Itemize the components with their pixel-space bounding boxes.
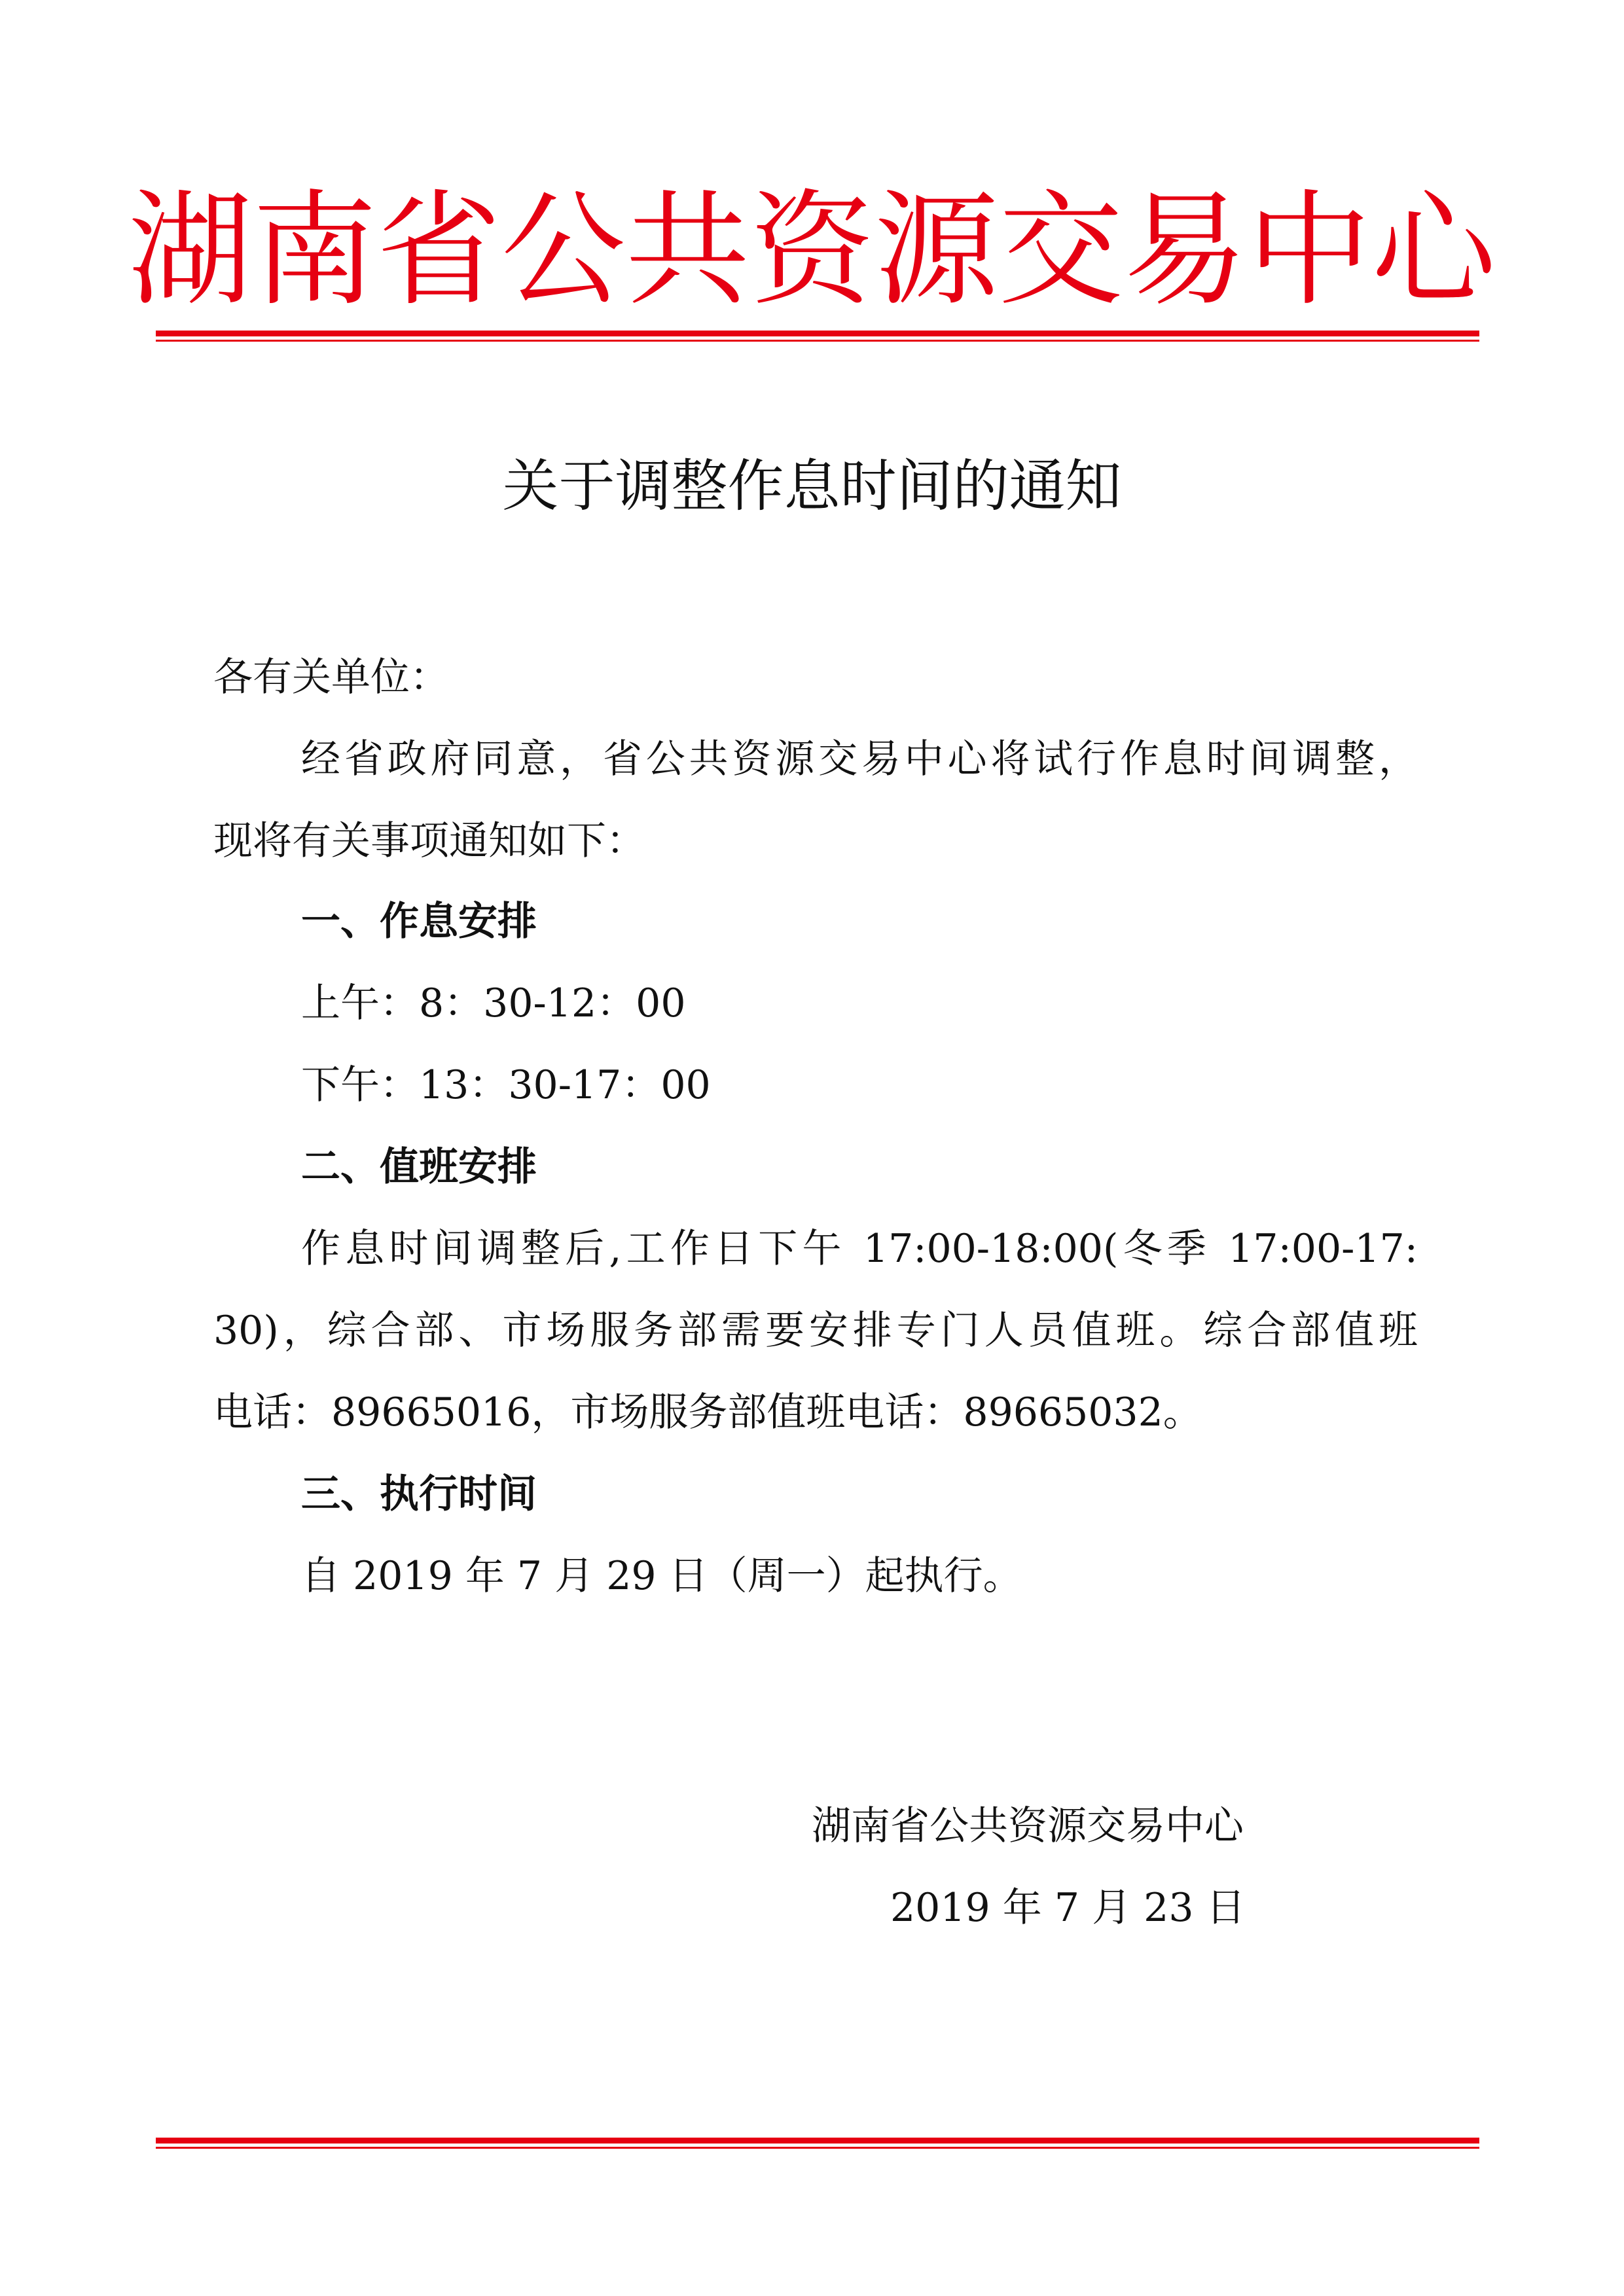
section-1-morning-hours: 上午：8：30-12：00 xyxy=(301,980,686,1026)
salutation: 各有关单位： xyxy=(213,655,449,700)
signature-org: 湖南省公共资源交易中心 xyxy=(812,1803,1244,1849)
section-3-heading: 三、执行时间 xyxy=(301,1471,537,1517)
section-3-line-1: 自 2019 年 7 月 29 日（周一）起执行。 xyxy=(301,1553,1022,1599)
letterhead-top-rule xyxy=(156,331,1479,342)
bottom-rule-thin-line xyxy=(156,2147,1479,2149)
signature-date: 2019 年 7 月 23 日 xyxy=(890,1885,1246,1931)
section-1-heading: 一、作息安排 xyxy=(301,899,537,944)
section-2-heading: 二、值班安排 xyxy=(301,1144,537,1190)
intro-line-1: 经省政府同意，省公共资源交易中心将试行作息时间调整， xyxy=(301,736,1418,782)
section-1-afternoon-hours: 下午：13：30-17：00 xyxy=(301,1062,711,1108)
section-2-line-1: 作息时间调整后,工作日下午 17:00-18:00(冬季 17:00-17: xyxy=(301,1226,1418,1272)
top-rule-thick-line xyxy=(156,331,1479,336)
section-2-line-2: 30)，综合部、市场服务部需要安排专门人员值班。综合部值班 xyxy=(213,1308,1418,1354)
footer-rule xyxy=(156,2138,1479,2149)
letterhead-org-name: 湖南省公共资源交易中心 xyxy=(128,178,1496,323)
document-title: 关于调整作息时间的通知 xyxy=(502,454,1122,519)
bottom-rule-thick-line xyxy=(156,2138,1479,2144)
intro-line-2: 现将有关事项通知如下： xyxy=(213,818,645,864)
section-2-line-3: 电话：89665016，市场服务部值班电话：89665032。 xyxy=(213,1390,1202,1435)
top-rule-thin-line xyxy=(156,340,1479,342)
